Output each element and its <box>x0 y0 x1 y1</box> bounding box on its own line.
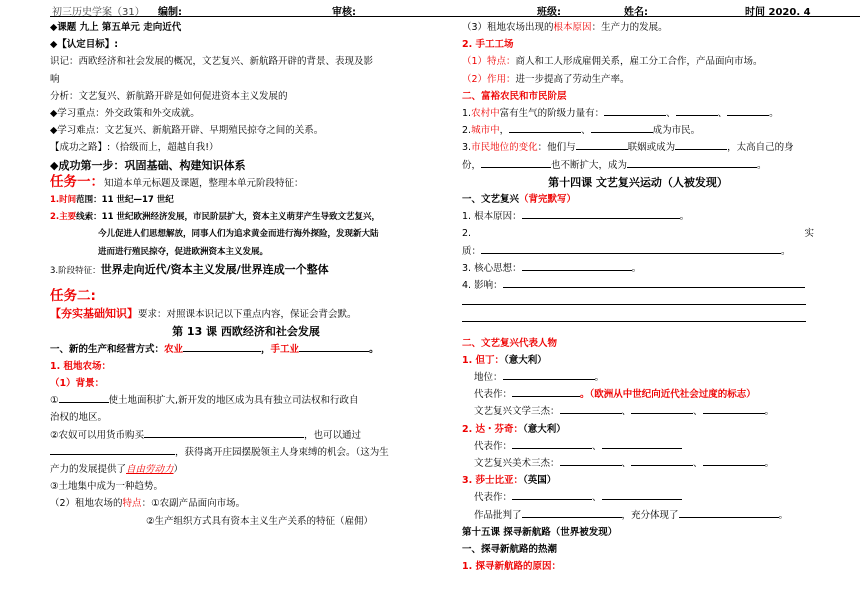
comma-2: ， <box>499 125 510 137</box>
step-one: ◆成功第一步：巩固基础、构建知识体系 <box>50 158 246 172</box>
circle-1: ① <box>50 395 59 407</box>
topic-line: ◆课题 九上 第五单元 走向近代 <box>50 22 182 33</box>
stage-text: 世界走向近代/资本主义发展/世界连成一个整体 <box>100 262 329 276</box>
task-one-text: 知道本单元标题及课题，整理本单元阶段特征： <box>104 177 304 189</box>
blank-r7[interactable] <box>675 139 727 150</box>
blank-r11[interactable] <box>481 243 781 254</box>
lesson-15-title: 第十五课 探寻新航路（世界被发现） <box>462 526 618 538</box>
success-path: 【成功之路】:（拾级而上，超越自我!） <box>50 142 219 154</box>
blank-r17[interactable] <box>512 386 580 397</box>
background-2-line3: 产力的发展提供了 <box>50 464 127 476</box>
foundation-text: 要求：对照课本识记以下重点内容，保证会背会默。 <box>138 309 357 321</box>
handicraft-answer: 手工业 <box>270 343 300 355</box>
clue-line3: 进而进行殖民掠夺，促进欧洲资本主义发展。 <box>98 246 269 257</box>
workshop-role-text: 进一步提高了劳动生产率。 <box>515 73 630 85</box>
foundation-label: 【夯实基础知识】 <box>50 307 138 321</box>
essence-tail: 实 <box>804 228 814 240</box>
blank-r20[interactable] <box>703 403 765 414</box>
blank-r26[interactable] <box>512 489 592 500</box>
background-1-text: 使土地面积扩大,新开发的地区成为具有独立司法权和行政自 <box>108 395 359 407</box>
lesson-13-title: 第 13 课 西欧经济和社会发展 <box>172 325 320 339</box>
blank-r16[interactable] <box>503 369 595 380</box>
objective-analysis: 分析：文艺复兴、新航路开辟是如何促进资本主义发展的 <box>50 90 288 102</box>
rich-farmers-heading: 二、富裕农民和市民阶层 <box>462 90 567 102</box>
features-label: 特点 <box>122 498 142 510</box>
workshop-role-label: （2）作用： <box>462 73 516 85</box>
blank-r6[interactable] <box>576 139 628 150</box>
shakespeare-label: 3. 莎士比亚： <box>462 475 524 487</box>
workshop-heading: 2. 手工工场 <box>462 39 514 51</box>
renaissance-cause: 1. 根本原因： <box>462 211 522 223</box>
clue-label: 2.主要 <box>50 212 77 223</box>
blank-r15[interactable] <box>462 311 806 322</box>
num-3: 3. <box>462 142 472 154</box>
objective-recall-cont: 响 <box>50 73 60 85</box>
rural-label: 农村中 <box>471 108 500 120</box>
renaissance-heading: 一、文艺复兴 <box>462 194 520 206</box>
essence-label: 质： <box>462 245 482 257</box>
status-text-4: 份， <box>462 159 482 171</box>
representatives-heading: 二、文艺复兴代表人物 <box>462 337 558 349</box>
features-heading: （2）租地农场的 <box>50 498 123 510</box>
right-column: （3）租地农场出现的根本原因：生产力的发展。 2. 手工工场 （1）特点：商人和工人形成雇佣关系，雇工分工合作，产品面向市场。 （2）作用：进一步提高了劳动生产率。 二、富裕农民和市民阶层 1.农村中富有生气的阶级力量有： 、 、 。 2.城市中， 、 成为市民。 3.市民地位的变化：他们与 联姻或成为 ，太高自己的身 份， 也不断扩大，成为 。 第十四课 文艺复兴运动（人被发现） 一、文艺复兴（背完默写） 1. 根本原因： 。 2. 实 质： 。 3. 核心思想： 。 4. 影响： 二、文艺复兴代表人物 1. 但丁：（意大利） 地位： 。 代表作： 。（欧洲从中世纪向近代社会过度的标志） 文艺复兴文学三杰： 、 、 。 2. 达・芬奇：（意大利） 代表作： 、 文艺复兴美术三杰： 、 、 。 3. 莎士比亚：（英国） 代表作： 、 作品批判了 ，充分体现了 。 第十五课 探寻新航路（世界被发现） 一、探寻新航路的热潮 1. 探寻新航路的原因： <box>462 19 814 576</box>
page-header <box>0 0 860 16</box>
urban-text: 成为市民。 <box>652 125 701 137</box>
task-two-label: 任务二: <box>50 288 96 305</box>
free-labor-answer: 自由劳动力 <box>126 464 174 476</box>
core-idea: 3. 核心思想： <box>462 262 522 274</box>
root-cause-heading: （3）租地农场出现的 <box>462 22 554 33</box>
background-3: ③土地集中成为一种趋势。 <box>50 481 164 493</box>
status-change-label: 市民地位的变化 <box>471 142 538 154</box>
literature-trio: 文艺复兴文学三杰： <box>474 406 560 418</box>
rent-farm-heading: 1. 租地农场： <box>50 360 112 372</box>
blank-r8[interactable] <box>481 157 551 168</box>
blank-r24[interactable] <box>631 455 693 466</box>
comma: ， <box>261 343 271 355</box>
blank-r28[interactable] <box>522 507 622 518</box>
blank-2[interactable] <box>299 341 369 352</box>
blank-r22[interactable] <box>602 438 682 449</box>
status-text-3: ，太高自己的身 <box>727 142 794 154</box>
shakespeare-work: 代表作： <box>474 492 513 504</box>
background-2-text: ②农奴可以用货币购买 <box>50 429 145 441</box>
blank-r12[interactable] <box>522 260 632 271</box>
blank-r25[interactable] <box>703 455 765 466</box>
blank-1[interactable] <box>183 341 261 352</box>
blank-r21[interactable] <box>512 438 592 449</box>
davinci-country: （意大利） <box>523 423 566 435</box>
left-column <box>50 19 442 530</box>
blank-r14[interactable] <box>462 294 806 305</box>
blank-r5[interactable] <box>591 122 653 133</box>
task-one-label: 任务一： <box>50 173 104 190</box>
exploration-heading: 一、探寻新航路的热潮 <box>462 544 558 556</box>
blank-r29[interactable] <box>679 507 779 518</box>
blank-r27[interactable] <box>602 489 682 500</box>
status-text-1: ：他们与 <box>537 142 576 154</box>
dante-work: 代表作： <box>474 389 513 401</box>
lesson-14-title: 第十四课 文艺复兴运动（人被发现） <box>548 175 728 189</box>
background-heading: （1）背景： <box>50 378 105 390</box>
davinci-work: 代表作： <box>474 440 513 452</box>
shakespeare-country: （英国） <box>523 475 557 487</box>
dante-label: 1. 但丁： <box>462 354 505 366</box>
workshop-feature-label: （1）特点： <box>462 56 516 68</box>
class-label: 班级: <box>537 7 561 18</box>
stage-label: 3.阶段特征： <box>50 265 101 276</box>
status-text-2: 联姻或成为 <box>627 142 676 154</box>
embody-text: ，充分体现了 <box>621 509 679 521</box>
blank-4[interactable] <box>144 427 304 438</box>
influence-label: 4. 影响： <box>462 280 503 292</box>
blank-3[interactable] <box>59 392 109 403</box>
reviewer-label: 审核: <box>332 7 356 18</box>
background-1-cont: 治权的地区。 <box>50 412 108 424</box>
blank-r23[interactable] <box>560 455 622 466</box>
name-label: 姓名: <box>624 7 648 18</box>
blank-r1[interactable] <box>604 105 666 116</box>
clue-line2: 今儿促进人们思想解放，同事人们为追求黄金而进行海外探险，发现新大陆 <box>98 229 379 240</box>
blank-r4[interactable] <box>509 122 581 133</box>
background-2-cont: ，也可以通过 <box>304 429 362 441</box>
num-1: 1. <box>462 108 472 120</box>
production-heading: 一、新的生产和经营方式： <box>50 343 165 355</box>
period-r: 。 <box>757 159 767 171</box>
workshop-feature-text: 商人和工人形成雇佣关系，雇工分工合作，产品面向市场。 <box>515 56 763 68</box>
blank-r18[interactable] <box>560 403 622 414</box>
objectives-heading: ◆【认定目标】: <box>50 39 119 51</box>
art-trio: 文艺复兴美术三杰： <box>474 458 560 470</box>
background-2-line2: ，获得离开庄园摆脱领主人身束缚的机会。（这为生 <box>175 446 389 458</box>
time-text: 范围：11 世纪—17 世纪 <box>76 195 174 206</box>
key-point: ◆学习重点：外交政策和外交成就。 <box>50 108 200 120</box>
dante-country: （意大利） <box>504 354 547 366</box>
dante-status: 地位： <box>474 372 503 384</box>
blank-r19[interactable] <box>631 403 693 414</box>
objective-recall: 识记：西欧经济和社会发展的概况，文艺复兴、新航路开辟的背景、表现及影 <box>50 56 374 68</box>
time-label: 1.时间 <box>50 195 77 206</box>
agriculture-answer: 农业 <box>164 343 184 355</box>
root-cause-label: 根本原因 <box>553 22 592 33</box>
clue-text: 线索：11 世纪欧洲经济发展，市民阶层扩大，资本主义萌芽产生导致文艺复兴， <box>76 212 380 223</box>
davinci-label: 2. 达・芬奇： <box>462 423 524 435</box>
root-cause-text: ：生产力的发展。 <box>591 22 668 33</box>
dante-note: 。（欧洲从中世纪向近代社会过度的标志） <box>580 389 756 401</box>
close-paren: ） <box>173 464 184 476</box>
date-label: 时间 2020. 4 <box>745 7 811 18</box>
num-2: 2. <box>462 125 472 137</box>
exploration-reasons: 1. 探寻新航路的原因： <box>462 561 562 573</box>
urban-label: 城市中 <box>471 125 500 137</box>
blank-r3[interactable] <box>727 105 769 116</box>
rural-text: 富有生气的阶级力量有： <box>499 108 605 120</box>
feature-1: ：①农副产品面向市场。 <box>141 498 246 510</box>
feature-2: ②生产组织方式具有资本主义生产关系的特征（雇佣） <box>146 515 374 527</box>
period: 。 <box>369 343 379 355</box>
header-rule <box>50 16 860 17</box>
editor-label: 编制: <box>158 7 182 18</box>
blank-r2[interactable] <box>676 105 718 116</box>
blank-r13[interactable] <box>503 277 805 288</box>
blank-r10[interactable] <box>522 208 680 219</box>
blank-r9[interactable] <box>627 157 757 168</box>
difficult-point: ◆学习难点：文艺复兴、新航路开辟、早期殖民掠夺之间的关系。 <box>50 125 324 137</box>
memorize-note: （背完默写） <box>519 194 577 206</box>
criticism-text: 作品批判了 <box>474 509 522 521</box>
period-r2: 。 <box>778 509 789 521</box>
course-title: 初三历史学案（31） <box>52 7 145 18</box>
status-text-5: 也不断扩大，成为 <box>551 159 628 171</box>
num-2b: 2. <box>462 228 472 240</box>
blank-5[interactable] <box>50 444 175 455</box>
